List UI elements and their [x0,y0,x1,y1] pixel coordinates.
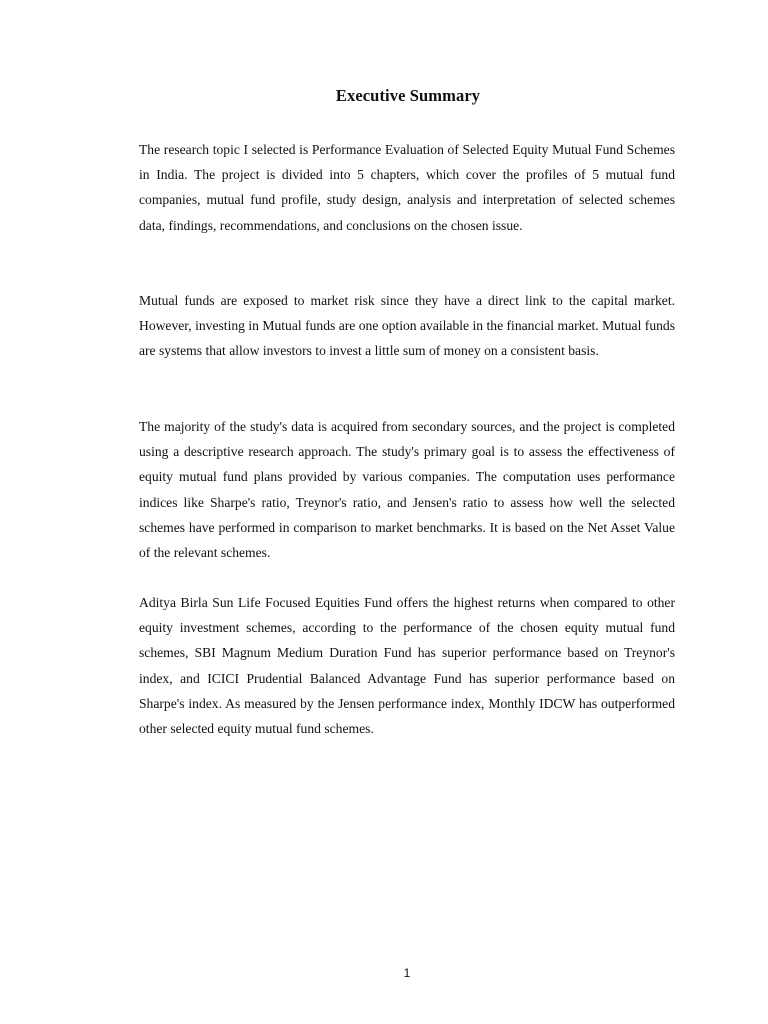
page-number: 1 [403,966,411,980]
paragraph-market-risk: Mutual funds are exposed to market risk since they have a direct link to the capital market. However, investing in Mutual funds are one option available in the financial market. Mutual funds are systems that allow investors to invest a little sum of money on a consistent basis. [139,293,675,359]
page-title: Executive Summary [335,86,481,105]
paragraph-findings: Aditya Birla Sun Life Focused Equities Fund offers the highest returns when compared to other equity investment schemes, according to the performance of the chosen equity mutual fund schemes, SBI Magnum Medium Duration Fund has superior performance based on Treynor's index, and ICICI Prudential Balanced Advantage Fund has superior performance based on Sharpe's index. As measured by the Jensen performance index, Monthly IDCW has outperformed other selected equity mutual fund schemes. [139,595,675,737]
paragraph-methodology: The majority of the study's data is acquired from secondary sources, and the project is completed using a descriptive research approach. The study's primary goal is to assess the effectiveness of equity mutual fund plans provided by various companies. The computation uses performance indices like Sharpe's ratio, Treynor's ratio, and Jensen's ratio to assess how well the selected schemes have performed in comparison to market benchmarks. It is based on the Net Asset Value of the relevant schemes. [139,419,675,561]
paragraph-research-topic: The research topic I selected is Performance Evaluation of Selected Equity Mutual Fund Schemes in India. The project is divided into 5 chapters, which cover the profiles of 5 mutual fund companies, mutual fund profile, study design, analysis and interpretation of selected schemes data, findings, recommendations, and conclusions on the chosen issue. [139,142,675,233]
